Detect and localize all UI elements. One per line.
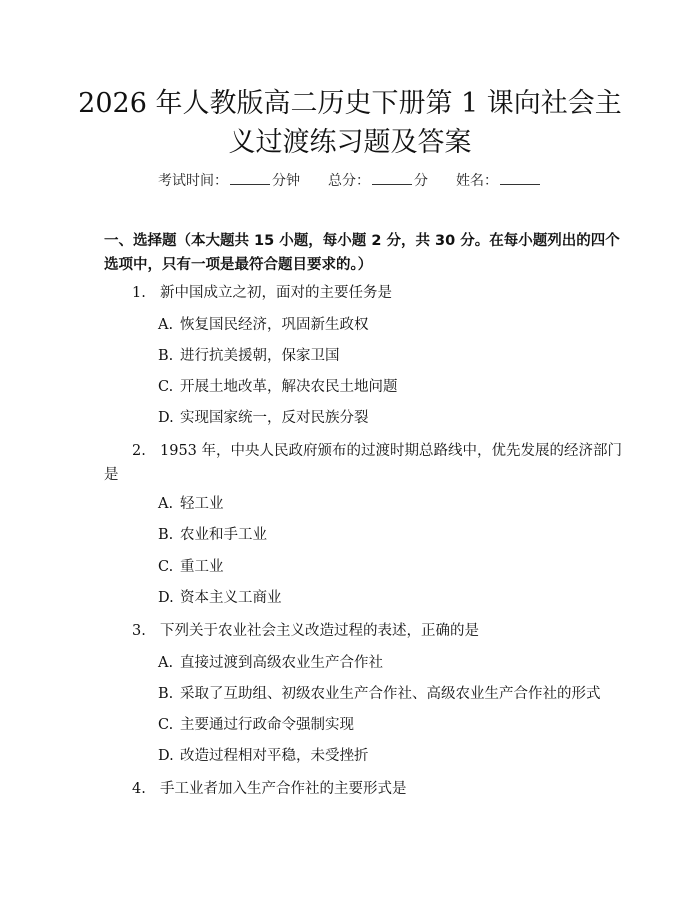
option-text: 改造过程相对平稳，未受挫折: [180, 748, 369, 764]
question-stem: 1953 年，中央人民政府颁布的过渡时期总路线中，优先发展的经济部门是: [104, 443, 623, 483]
option-letter: C.: [158, 717, 174, 733]
question-1: [104, 281, 624, 305]
option-text: 进行抗美援朝，保家卫国: [180, 348, 340, 364]
exam-score-label: 总分：: [328, 173, 370, 189]
question-3-option-a: [158, 651, 628, 675]
exam-score-unit: 分: [414, 173, 428, 189]
option-text: 轻工业: [180, 496, 224, 512]
question-3-option-d: [158, 744, 628, 768]
exam-name-blank: [500, 171, 540, 185]
question-2: [104, 439, 624, 487]
question-stem: 新中国成立之初，面对的主要任务是: [160, 285, 392, 301]
question-1-option-d: [158, 406, 628, 430]
option-letter: D.: [158, 590, 174, 606]
exam-name-label: 姓名：: [456, 173, 498, 189]
option-letter: C.: [158, 379, 174, 395]
option-letter: D.: [158, 748, 174, 764]
question-4: [104, 777, 624, 801]
document-title-line-1: 2026 年人教版高二历史下册第 1 课向社会主: [78, 88, 622, 119]
section-heading: 一、选择题（本大题共 15 小题，每小题 2 分，共 30 分。在每小题列出的四个选项中，只有一项是最符合题目要求的。）: [104, 233, 620, 273]
question-2-option-d: [158, 586, 628, 610]
option-text: 采取了互助组、初级农业生产合作社、高级农业生产合作社的形式: [180, 686, 601, 702]
exam-time-label: 考试时间：: [158, 173, 228, 189]
exam-info: [0, 170, 700, 190]
question-stem: 下列关于农业社会主义改造过程的表述，正确的是: [160, 623, 479, 639]
option-text: 重工业: [180, 559, 224, 575]
question-2-option-c: [158, 555, 628, 579]
question-2-option-a: [158, 492, 628, 516]
question-2-option-b: [158, 523, 628, 547]
question-number: 4.: [132, 781, 146, 797]
question-number: 1.: [132, 285, 146, 301]
option-letter: D.: [158, 410, 174, 426]
option-letter: B.: [158, 348, 174, 364]
question-3-option-b: [158, 682, 628, 706]
option-letter: B.: [158, 686, 174, 702]
question-stem: 手工业者加入生产合作社的主要形式是: [160, 781, 407, 797]
option-letter: A.: [158, 655, 174, 671]
question-3: [104, 619, 624, 643]
option-letter: B.: [158, 527, 174, 543]
option-text: 农业和手工业: [180, 527, 267, 543]
exam-time-blank: [230, 171, 270, 185]
option-letter: A.: [158, 317, 174, 333]
question-number: 2.: [132, 443, 146, 459]
option-text: 资本主义工商业: [180, 590, 282, 606]
option-text: 直接过渡到高级农业生产合作社: [180, 655, 383, 671]
question-1-option-c: [158, 375, 628, 399]
question-number: 3.: [132, 623, 146, 639]
question-3-option-c: [158, 713, 628, 737]
option-text: 恢复国民经济，巩固新生政权: [180, 317, 369, 333]
exam-score-blank: [372, 171, 412, 185]
option-letter: A.: [158, 496, 174, 512]
option-text: 开展土地改革，解决农民土地问题: [180, 379, 398, 395]
option-letter: C.: [158, 559, 174, 575]
option-text: 实现国家统一，反对民族分裂: [180, 410, 369, 426]
question-1-option-a: [158, 313, 628, 337]
exam-time-unit: 分钟: [272, 173, 300, 189]
option-text: 主要通过行政命令强制实现: [180, 717, 354, 733]
document-title-line-2: 义过渡练习题及答案: [228, 127, 472, 158]
question-1-option-b: [158, 344, 628, 368]
